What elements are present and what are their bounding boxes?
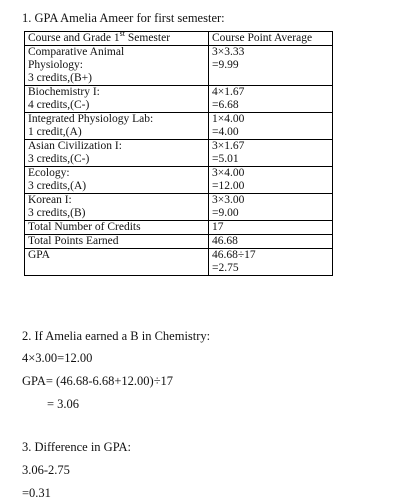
table-row (25, 46, 333, 86)
course-line: Total Points Earned (28, 235, 119, 247)
points-line: 46.68 (212, 235, 238, 247)
points-line: =5.01 (212, 153, 239, 165)
points-line: =9.00 (212, 207, 239, 219)
table-row (25, 167, 333, 194)
section2-line1: 4×3.00=12.00 (22, 351, 93, 365)
gpa-table (24, 31, 333, 276)
points-line: =2.75 (212, 262, 239, 274)
table-row (25, 194, 333, 221)
section2-heading: 2. If Amelia earned a B in Chemistry: (22, 329, 211, 343)
points-cell (209, 194, 333, 221)
course-cell (25, 86, 209, 113)
table-row (25, 113, 333, 140)
points-line: =6.68 (212, 99, 239, 111)
course-line: GPA (28, 249, 50, 261)
points-line: 3×3.00 (212, 194, 245, 206)
points-cell (209, 46, 333, 86)
course-cell (25, 46, 209, 86)
points-line: 3×1.67 (212, 140, 245, 152)
course-cell (25, 113, 209, 140)
course-cell (25, 194, 209, 221)
course-line: Comparative Animal (28, 46, 125, 58)
points-line: 3×3.33 (212, 46, 245, 58)
course-line: Ecology: (28, 167, 70, 179)
points-cell (209, 167, 333, 194)
header-points: Course Point Average (209, 32, 333, 46)
points-line: 3×4.00 (212, 167, 245, 179)
course-cell (25, 167, 209, 194)
section1-heading: 1. GPA Amelia Ameer for first semester: (22, 11, 225, 25)
course-cell (25, 221, 209, 235)
points-line: =4.00 (212, 126, 239, 138)
course-line: 3 credits,(B+) (28, 72, 92, 84)
points-cell (209, 221, 333, 235)
course-line: Total Number of Credits (28, 221, 141, 233)
course-line: Korean I: (28, 194, 72, 206)
course-line: 3 credits,(B) (28, 207, 86, 219)
section3-heading: 3. Difference in GPA: (22, 440, 132, 454)
table-header-row (25, 32, 333, 46)
course-cell (25, 140, 209, 167)
points-line: 17 (212, 221, 224, 233)
points-line: =12.00 (212, 180, 245, 192)
table-row (25, 235, 333, 249)
section2-line2: GPA= (46.68-6.68+12.00)÷17 (22, 374, 174, 388)
table-row (25, 221, 333, 235)
course-cell (25, 249, 209, 276)
points-line: 4×1.67 (212, 86, 245, 98)
table-row (25, 86, 333, 113)
course-line: 3 credits,(A) (28, 180, 87, 192)
points-cell (209, 140, 333, 167)
course-line: Integrated Physiology Lab: (28, 113, 154, 125)
course-line: 3 credits,(C-) (28, 153, 90, 165)
points-line: =9.99 (212, 59, 239, 71)
table-body (25, 46, 333, 276)
header-course: Course and Grade 1st Semester (25, 32, 209, 46)
points-line: 46.68÷17 (212, 249, 256, 261)
course-line: Asian Civilization I: (28, 140, 122, 152)
points-cell (209, 235, 333, 249)
points-line: 1×4.00 (212, 113, 245, 125)
section3-line2: =0.31 (22, 486, 51, 500)
section2-line3: = 3.06 (47, 397, 80, 411)
table-row (25, 140, 333, 167)
section3-line1: 3.06-2.75 (22, 463, 70, 477)
course-line: Biochemistry I: (28, 86, 100, 98)
table-row (25, 249, 333, 276)
points-cell (209, 249, 333, 276)
course-line: 4 credits,(C-) (28, 99, 90, 111)
points-cell (209, 113, 333, 140)
points-cell (209, 86, 333, 113)
course-line: Physiology: (28, 59, 83, 71)
course-line: 1 credit,(A) (28, 126, 82, 138)
course-cell (25, 235, 209, 249)
